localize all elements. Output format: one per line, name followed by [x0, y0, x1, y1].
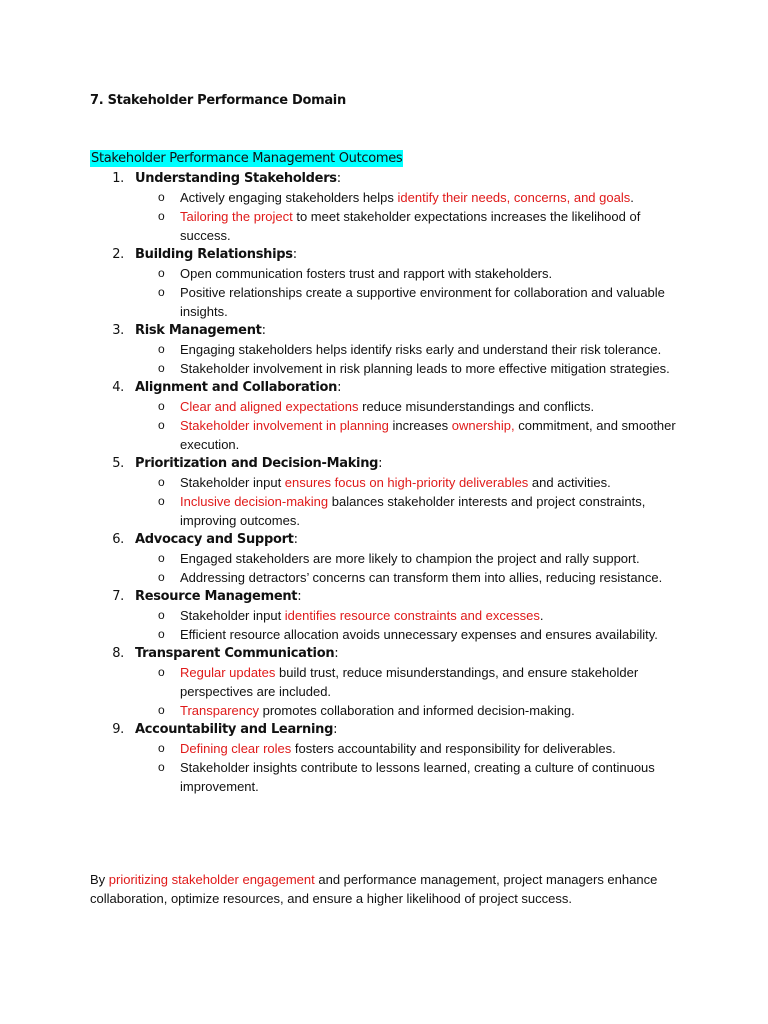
title-colon: : [334, 646, 339, 661]
bullet-circle-icon: o [158, 760, 165, 774]
section-title: Stakeholder Performance Management Outcomes [91, 151, 403, 166]
highlighted-phrase: Inclusive decision-making [180, 494, 329, 509]
bullet-text [180, 701, 680, 720]
highlighted-phrase: prioritizing stakeholder engagement [108, 872, 315, 887]
highlighted-phrase: Tailoring the project [180, 209, 293, 224]
list-number: 2. [112, 247, 124, 262]
bullet-item [0, 473, 768, 492]
highlighted-phrase: ownership, [451, 418, 515, 433]
text-segment: Stakeholder insights contribute to lessons learned, creating a culture of continuous improvement. [180, 760, 655, 794]
bullet-item [0, 758, 768, 796]
list-number: 5. [112, 456, 124, 471]
bullet-text [180, 568, 680, 587]
bullet-item [0, 359, 768, 378]
list-number: 1. [112, 171, 124, 186]
text-segment: Efficient resource allocation avoids unnecessary expenses and ensures availability. [180, 627, 658, 642]
bullet-circle-icon: o [158, 209, 165, 223]
text-segment: promotes collaboration and informed decision-making. [259, 703, 575, 718]
title-colon: : [297, 589, 302, 604]
list-number: 8. [112, 646, 124, 661]
bullet-item [0, 549, 768, 568]
bullet-text [180, 340, 680, 359]
bullet-text [180, 492, 680, 530]
text-segment: reduce misunderstandings and conflicts. [358, 399, 595, 414]
bullet-text [180, 416, 680, 454]
text-segment: fosters accountability and responsibility for deliverables. [291, 741, 616, 756]
bullet-text [180, 473, 680, 492]
text-segment: Actively engaging stakeholders helps [180, 190, 398, 205]
bullet-circle-icon: o [158, 266, 165, 280]
text-segment: and activities. [528, 475, 611, 490]
highlighted-phrase: ensures focus on high-priority deliverables [284, 475, 529, 490]
text-segment: Engaging stakeholders helps identify risks early and understand their risk tolerance. [180, 342, 662, 357]
bullet-circle-icon: o [158, 741, 165, 755]
bullet-text [180, 739, 680, 758]
text-segment: Stakeholder input [180, 608, 285, 623]
highlighted-phrase: Stakeholder involvement in planning [180, 418, 389, 433]
bullet-circle-icon: o [158, 475, 165, 489]
bullet-text [180, 549, 680, 568]
bullet-circle-icon: o [158, 627, 165, 641]
closing-paragraph [90, 870, 690, 908]
text-segment: Addressing detractors’ concerns can transform them into allies, reducing resistance. [180, 570, 663, 585]
outcome-title [135, 378, 341, 397]
bullet-circle-icon: o [158, 703, 165, 717]
document-heading: 7. Stakeholder Performance Domain [90, 93, 346, 108]
bullet-circle-icon: o [158, 665, 165, 679]
outcome-title-text: Advocacy and Support [135, 532, 294, 547]
outcome-title [135, 454, 382, 473]
bullet-text [180, 359, 680, 378]
bullet-item [0, 739, 768, 758]
bullet-item [0, 188, 768, 207]
bullet-text [180, 606, 680, 625]
bullet-circle-icon: o [158, 399, 165, 413]
highlighted-phrase: Clear and aligned expectations [180, 399, 359, 414]
outcome-title-text: Resource Management [135, 589, 298, 604]
text-segment: Stakeholder input [180, 475, 285, 490]
text-segment: By [90, 872, 109, 887]
bullet-item [0, 207, 768, 245]
text-segment: . [539, 608, 544, 623]
bullet-item [0, 397, 768, 416]
outcome-item [0, 454, 768, 530]
bullet-item [0, 625, 768, 644]
outcome-title-text: Transparent Communication [135, 646, 335, 661]
bullet-item [0, 283, 768, 321]
title-colon: : [261, 323, 266, 338]
bullet-text [180, 663, 680, 701]
outcome-title [135, 530, 298, 549]
outcome-item [0, 378, 768, 454]
outcome-title [135, 644, 338, 663]
bullet-text [180, 207, 680, 245]
text-segment: build trust, reduce misunderstandings, and ensure stakeholder perspectives are included. [180, 665, 639, 699]
text-segment: Stakeholder involvement in risk planning leads to more effective mitigation strategies. [180, 361, 670, 376]
title-colon: : [378, 456, 383, 471]
text-segment: increases [388, 418, 452, 433]
title-colon: : [292, 247, 297, 262]
bullet-circle-icon: o [158, 551, 165, 565]
outcome-item [0, 644, 768, 720]
bullet-text [180, 758, 680, 796]
outcome-heading [0, 720, 768, 739]
outcome-title [135, 720, 337, 739]
bullet-circle-icon: o [158, 285, 165, 299]
title-colon: : [293, 532, 298, 547]
bullet-circle-icon: o [158, 418, 165, 432]
outcome-title-text: Building Relationships [135, 247, 293, 262]
bullet-circle-icon: o [158, 361, 165, 375]
outcome-title [135, 321, 266, 340]
highlighted-phrase: identify their needs, concerns, and goals [397, 190, 631, 205]
bullet-item [0, 416, 768, 454]
highlighted-phrase: Transparency [180, 703, 259, 718]
text-segment: balances stakeholder interests and project constraints, improving outcomes. [180, 494, 646, 528]
outcome-heading [0, 245, 768, 264]
highlighted-phrase: Defining clear roles [180, 741, 292, 756]
bullet-item [0, 340, 768, 359]
outcome-heading [0, 454, 768, 473]
list-number: 7. [112, 589, 124, 604]
text-segment: Positive relationships create a supportive environment for collaboration and valuable insights. [180, 285, 665, 319]
bullet-item [0, 568, 768, 587]
outcome-title-text: Accountability and Learning [135, 722, 334, 737]
bullet-circle-icon: o [158, 342, 165, 356]
list-number: 9. [112, 722, 124, 737]
outcome-item [0, 587, 768, 644]
text-segment: Engaged stakeholders are more likely to champion the project and rally support. [180, 551, 640, 566]
title-colon: : [333, 722, 338, 737]
text-segment: and performance management, project managers enhance collaboration, optimize resources, and ensure a higher likelihood of project success. [90, 872, 658, 906]
outcome-title-text: Alignment and Collaboration [135, 380, 338, 395]
outcome-heading [0, 378, 768, 397]
text-segment: to meet stakeholder expectations increases the likelihood of success. [180, 209, 641, 243]
bullet-text [180, 264, 680, 283]
outcome-title-text: Prioritization and Decision-Making [135, 456, 379, 471]
outcomes-list [0, 169, 768, 796]
outcome-item [0, 530, 768, 587]
text-segment: commitment, and smoother execution. [180, 418, 676, 452]
outcome-title-text: Understanding Stakeholders [135, 171, 337, 186]
list-number: 6. [112, 532, 124, 547]
outcome-heading [0, 587, 768, 606]
bullet-item [0, 492, 768, 530]
text-segment: . [630, 190, 634, 205]
outcome-item [0, 321, 768, 378]
bullet-item [0, 663, 768, 701]
list-number: 4. [112, 380, 124, 395]
bullet-item [0, 264, 768, 283]
bullet-text [180, 397, 680, 416]
outcome-item [0, 169, 768, 245]
outcome-title [135, 169, 341, 188]
outcome-title [135, 245, 297, 264]
outcome-heading [0, 530, 768, 549]
bullet-text [180, 283, 680, 321]
bullet-circle-icon: o [158, 570, 165, 584]
outcome-heading [0, 644, 768, 663]
highlighted-phrase: identifies resource constraints and excesses [284, 608, 540, 623]
outcome-title-text: Risk Management [135, 323, 262, 338]
outcome-item [0, 245, 768, 321]
outcome-title [135, 587, 301, 606]
outcome-item [0, 720, 768, 796]
list-number: 3. [112, 323, 124, 338]
bullet-circle-icon: o [158, 190, 165, 204]
outcome-heading [0, 169, 768, 188]
text-segment: Open communication fosters trust and rapport with stakeholders. [180, 266, 553, 281]
bullet-text [180, 188, 680, 207]
bullet-circle-icon: o [158, 608, 165, 622]
bullet-item [0, 701, 768, 720]
highlighted-phrase: Regular updates [180, 665, 276, 680]
outcome-heading [0, 321, 768, 340]
title-colon: : [337, 380, 342, 395]
bullet-item [0, 606, 768, 625]
title-colon: : [336, 171, 341, 186]
bullet-text [180, 625, 680, 644]
bullet-circle-icon: o [158, 494, 165, 508]
